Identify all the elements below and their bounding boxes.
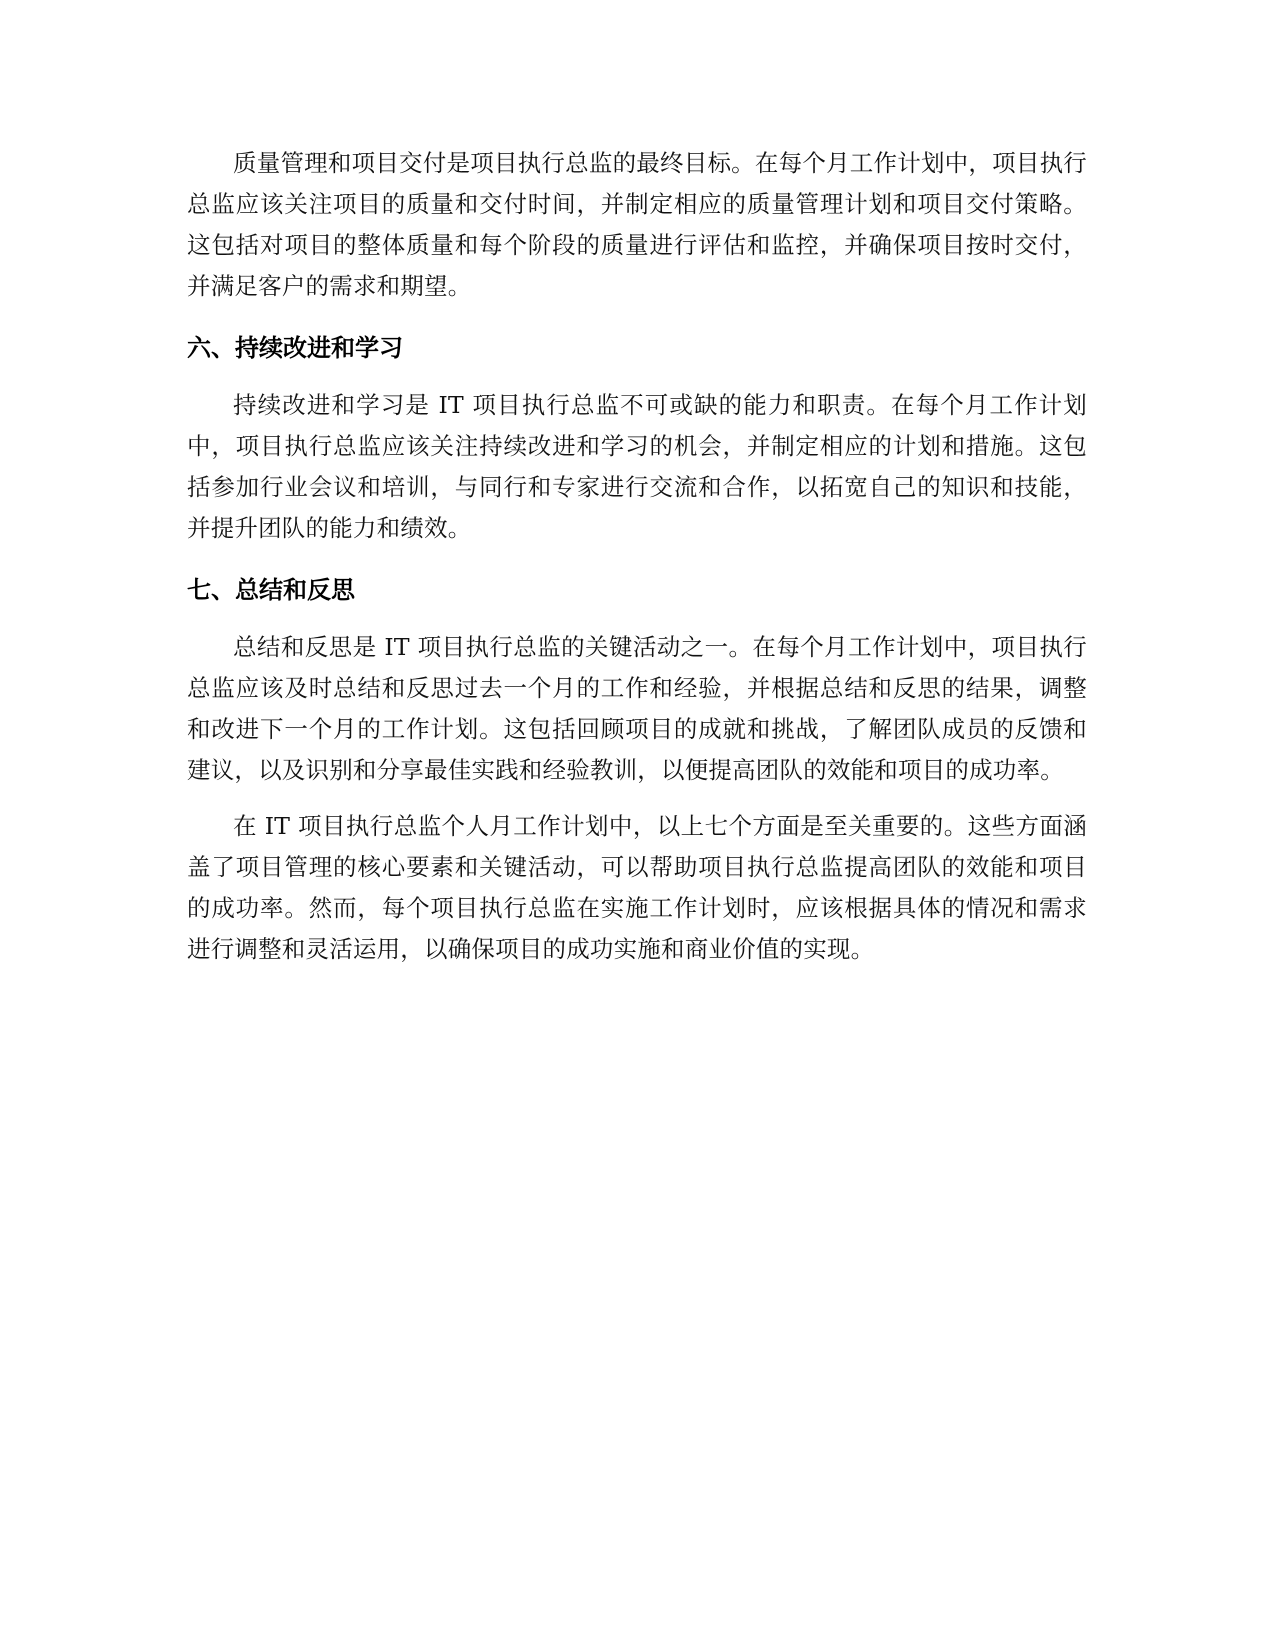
spacer: [187, 791, 1087, 806]
paragraph-summary-reflection: 总结和反思是 IT 项目执行总监的关键活动之一。在每个月工作计划中，项目执行总监应该及时总结和反思过去一个月的工作和经验，并根据总结和反思的结果，调整和改进下一个月的工作计划。这包括回顾项目的成就和挑战，了解团队成员的反馈和建议，以及识别和分享最佳实践和经验教训，以便提高团队的效能和项目的成功率。: [187, 633, 1087, 784]
spacer: [187, 549, 1087, 573]
spacer: [187, 607, 1087, 627]
section-heading-summary-reflection: 七、总结和反思: [187, 576, 355, 604]
paragraph-quality-delivery: 质量管理和项目交付是项目执行总监的最终目标。在每个月工作计划中，项目执行总监应该关注项目的质量和交付时间，并制定相应的质量管理计划和项目交付策略。这包括对项目的整体质量和每个阶段的质量进行评估和监控，并确保项目按时交付，并满足客户的需求和期望。: [187, 149, 1087, 300]
paragraph-conclusion: 在 IT 项目执行总监个人月工作计划中，以上七个方面是至关重要的。这些方面涵盖了项目管理的核心要素和关键活动，可以帮助项目执行总监提高团队的效能和项目的成功率。然而，每个项目执行总监在实施工作计划时，应该根据具体的情况和需求进行调整和灵活运用，以确保项目的成功实施和商业价值的实现。: [187, 812, 1087, 963]
spacer: [187, 365, 1087, 385]
document-body: [187, 143, 1087, 970]
spacer: [187, 307, 1087, 331]
section-heading-continuous-improvement: 六、持续改进和学习: [187, 334, 403, 362]
paragraph-continuous-improvement: 持续改进和学习是 IT 项目执行总监不可或缺的能力和职责。在每个月工作计划中，项目执行总监应该关注持续改进和学习的机会，并制定相应的计划和措施。这包括参加行业会议和培训，与同行和专家进行交流和合作，以拓宽自己的知识和技能，并提升团队的能力和绩效。: [187, 391, 1087, 542]
